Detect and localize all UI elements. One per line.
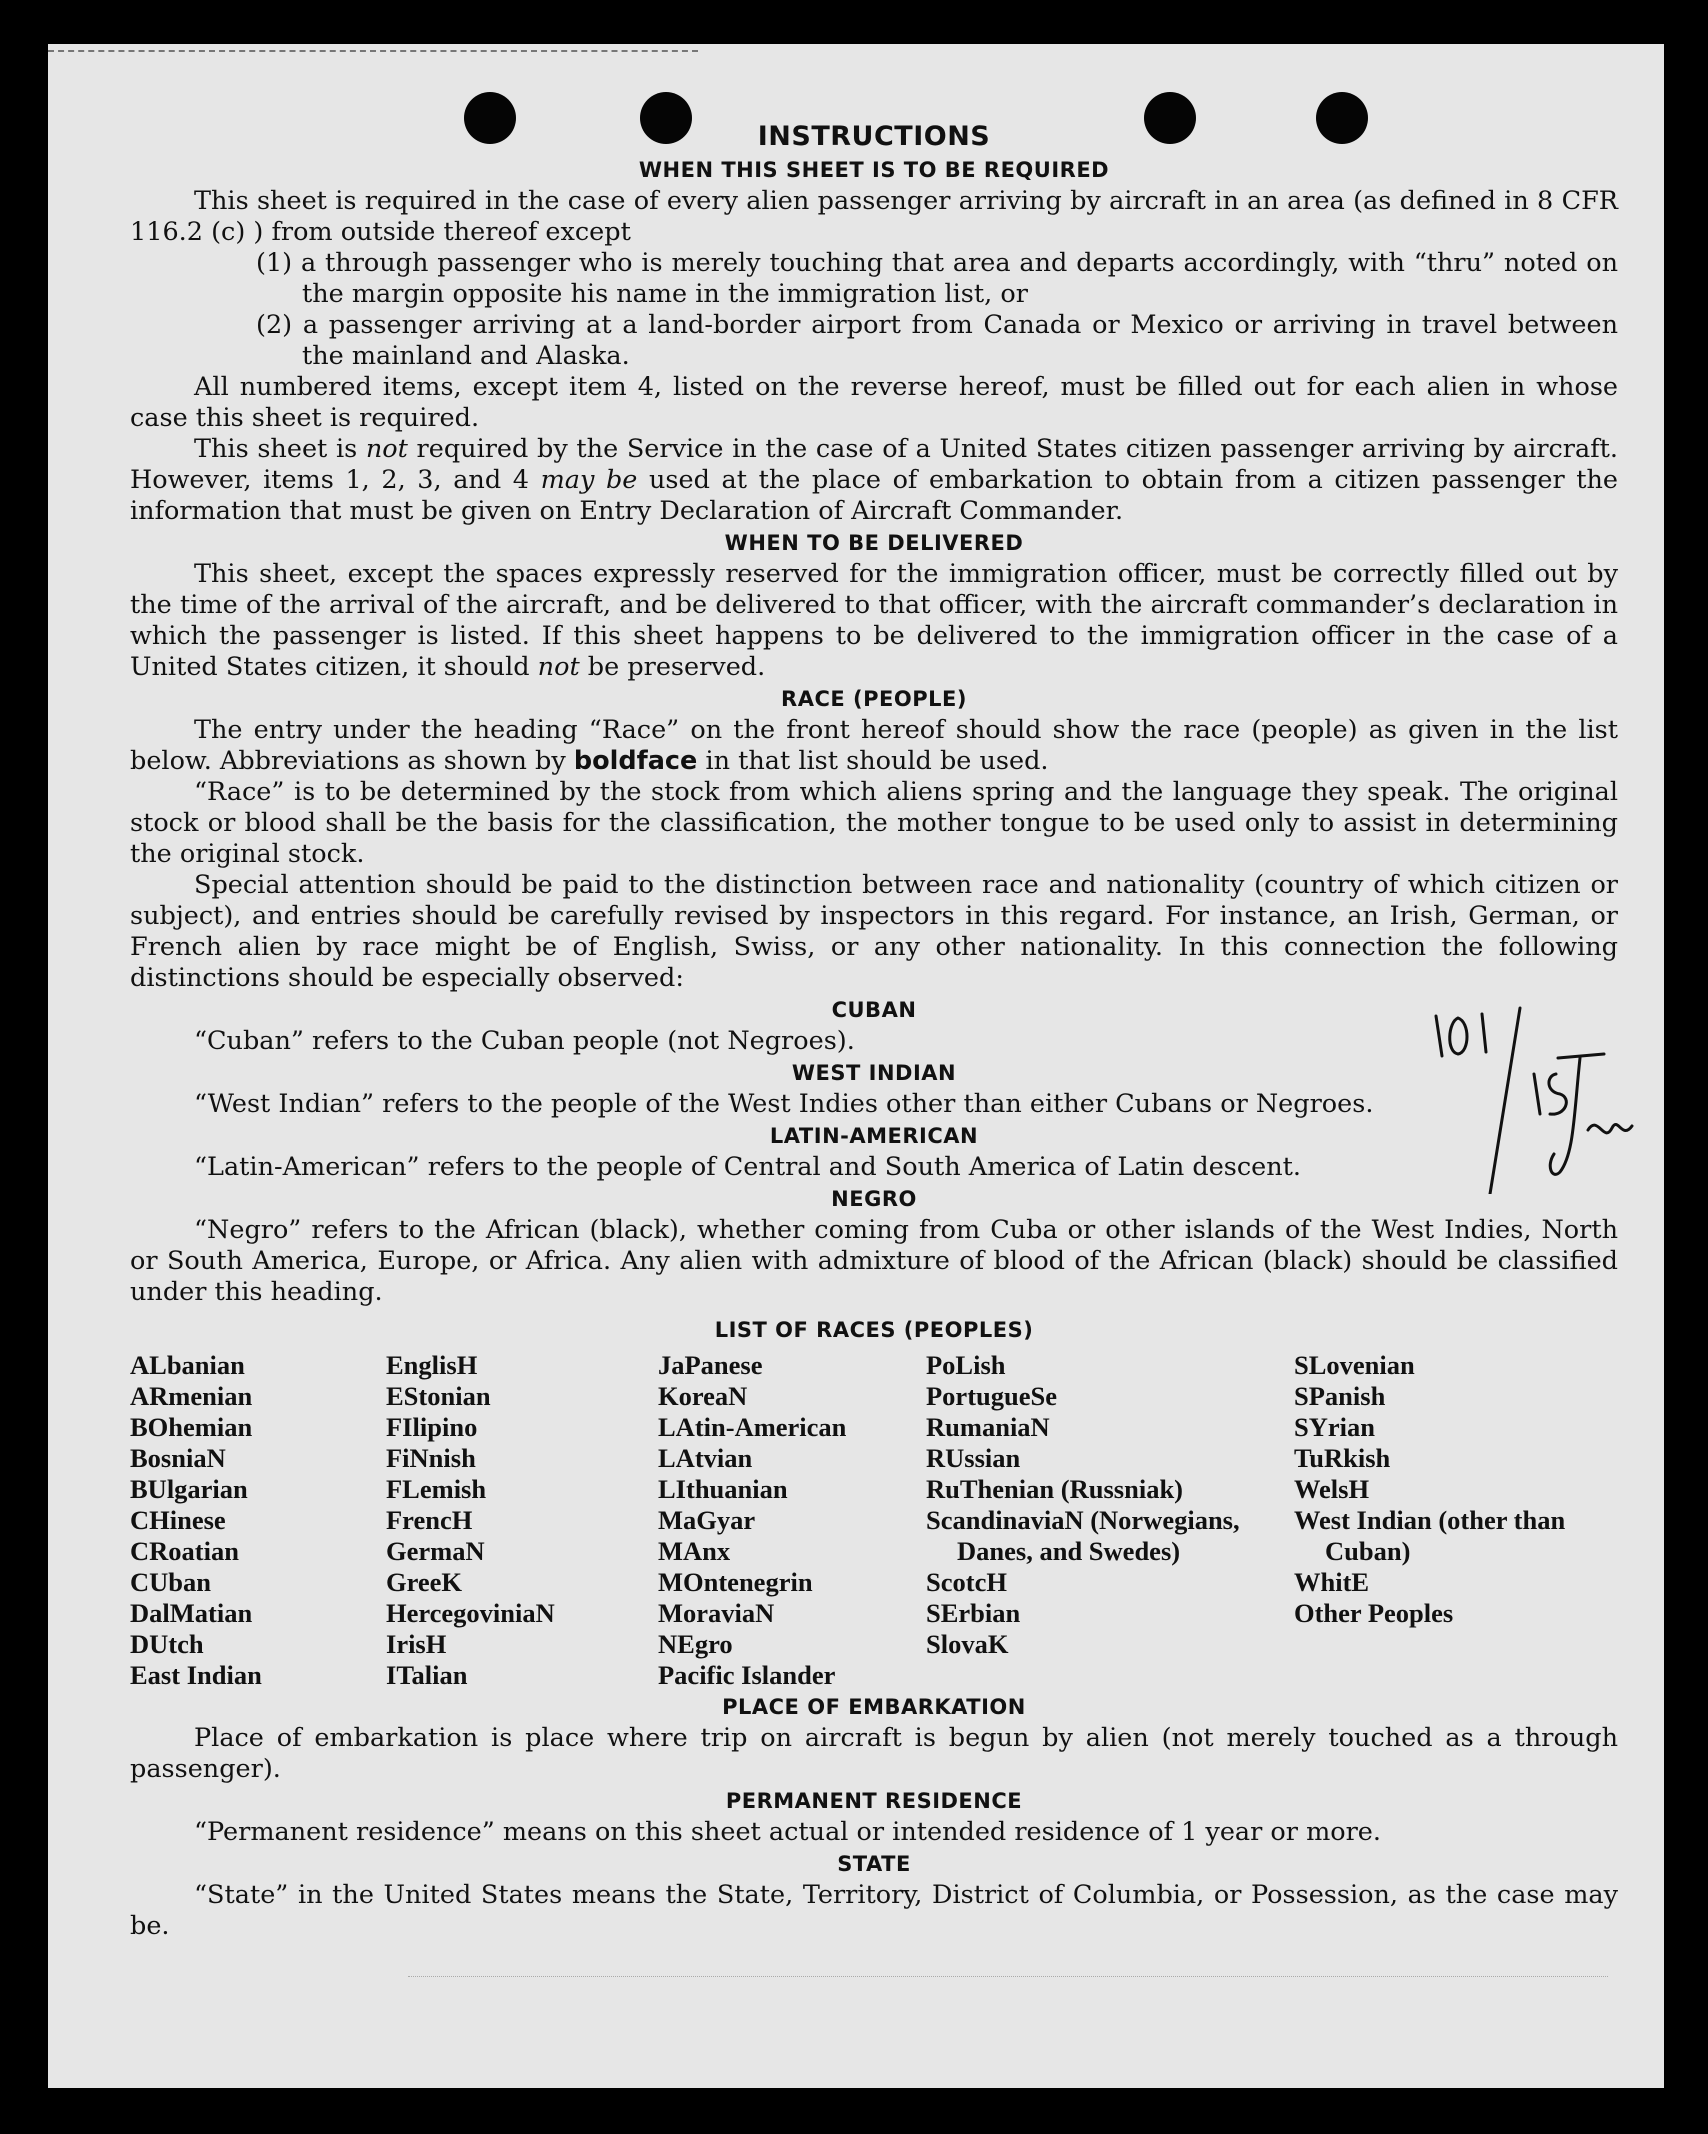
race-entry: DUtch	[130, 1629, 204, 1659]
section-heading: PERMANENT RESIDENCE	[725, 1789, 1023, 1813]
race-entry: BOhemian	[130, 1412, 253, 1442]
race-entry: ScandinaviaN (Norwegians, Danes, and Swedes)	[926, 1505, 1240, 1566]
bleed-through-footer	[408, 1976, 1608, 2037]
race-entry: EnglisH	[386, 1350, 478, 1380]
paragraph: “Negro” refers to the African (black), whether coming from Cuba or other islands of the West Indies, North or South America, Europe, or Africa. Any alien with admixture of blood of the African (black) should be classified under this heading.	[130, 1215, 1618, 1307]
paragraph: “Permanent residence” means on this sheet actual or intended residence of 1 year or more.	[194, 1817, 1381, 1847]
race-entry: PortugueSe	[926, 1381, 1058, 1411]
emphasis: not	[537, 652, 580, 682]
text-run: be preserved.	[579, 652, 766, 682]
race-entry: IrisH	[386, 1629, 447, 1659]
race-entry: RUssian	[926, 1443, 1021, 1473]
race-entry: GreeK	[386, 1567, 463, 1597]
torn-edge	[48, 44, 698, 52]
race-entry: TuRkish	[1294, 1443, 1391, 1473]
text-run: required by the Service in the case of a United States citizen passenger arriving by aircraft. However, items 1, 2, 3, and 4	[130, 434, 1618, 495]
race-entry: SlovaK	[926, 1629, 1009, 1659]
section-heading: NEGRO	[831, 1187, 917, 1211]
handwritten-annotation	[1428, 1004, 1664, 1194]
race-entry: FIlipino	[386, 1412, 478, 1442]
race-column	[1294, 1350, 1618, 1691]
race-entry: SErbian	[926, 1598, 1021, 1628]
paragraph: Special attention should be paid to the distinction between race and nationality (country of which citizen or subject), and entries should be carefully revised by inspectors in this regard. For instance, an Irish, German, or French alien by race might be of English, Swiss, or any other nationality. In this connection the following distinctions should be especially observed:	[130, 870, 1618, 993]
race-entry: BosniaN	[130, 1443, 226, 1473]
race-entry: RuThenian (Russniak)	[926, 1474, 1184, 1504]
race-entry: CUban	[130, 1567, 212, 1597]
race-entry: KoreaN	[658, 1381, 748, 1411]
paragraph: “Cuban” refers to the Cuban people (not Negroes).	[194, 1026, 855, 1056]
race-entry: East Indian	[130, 1660, 262, 1690]
text-run: in that list should be used.	[697, 746, 1049, 776]
race-entry: SLovenian	[1294, 1350, 1415, 1380]
race-entry: Other Peoples	[1294, 1598, 1454, 1628]
race-column	[658, 1350, 926, 1691]
race-entry: WhitE	[1294, 1567, 1370, 1597]
text-run: This sheet, except the spaces expressly reserved for the immigration officer, must be correctly filled out by the time of the arrival of the aircraft, and be delivered to that officer, with the aircraft commander’s declaration in which the passenger is listed. If this sheet happens to be delivered to the immigration officer in the case of a United States citizen, it should	[130, 559, 1618, 682]
race-entry: Pacific Islander	[658, 1660, 836, 1690]
section-heading: WHEN TO BE DELIVERED	[724, 531, 1024, 555]
race-entry: ScotcH	[926, 1567, 1007, 1597]
paragraph: This sheet is required in the case of every alien passenger arriving by aircraft in an area (as defined in 8 CFR 116.2 (c) ) from outside thereof except	[130, 186, 1618, 247]
section-heading: CUBAN	[831, 998, 917, 1022]
race-entry: GermaN	[386, 1536, 485, 1566]
race-entry: LAtvian	[658, 1443, 753, 1473]
race-entry: MoraviaN	[658, 1598, 775, 1628]
text-run: This sheet is	[194, 434, 366, 464]
boldface-term: boldface	[573, 746, 698, 776]
race-entry: CHinese	[130, 1505, 226, 1535]
section-heading: WHEN THIS SHEET IS TO BE REQUIRED	[638, 158, 1110, 182]
race-entry: NEgro	[658, 1629, 733, 1659]
paragraph: “State” in the United States means the State, Territory, District of Columbia, or Possession, as the case may be.	[130, 1880, 1618, 1941]
race-entry: PoLish	[926, 1350, 1006, 1380]
race-column	[386, 1350, 658, 1691]
instructions-body	[130, 120, 1618, 1942]
race-entry: ITalian	[386, 1660, 468, 1690]
race-entry: HercegoviniaN	[386, 1598, 555, 1628]
paragraph	[130, 434, 1618, 527]
paragraph	[130, 715, 1618, 777]
race-entry: EStonian	[386, 1381, 491, 1411]
race-column	[926, 1350, 1294, 1691]
race-column	[130, 1350, 386, 1691]
race-entry: SYrian	[1294, 1412, 1375, 1442]
section-heading: RACE (PEOPLE)	[781, 687, 967, 711]
section-heading: PLACE OF EMBARKATION	[722, 1695, 1026, 1719]
page-title: INSTRUCTIONS	[757, 121, 991, 152]
race-entry: FiNnish	[386, 1443, 476, 1473]
race-list	[130, 1350, 1618, 1691]
race-entry: West Indian (other than Cuban)	[1294, 1505, 1566, 1566]
paragraph: “West Indian” refers to the people of the West Indies other than either Cubans or Negroes.	[194, 1089, 1374, 1119]
race-entry: BUlgarian	[130, 1474, 248, 1504]
race-entry: RumaniaN	[926, 1412, 1050, 1442]
race-entry: LAtin-American	[658, 1412, 847, 1442]
paragraph: “Latin-American” refers to the people of Central and South America of Latin descent.	[194, 1152, 1302, 1182]
section-heading: WEST INDIAN	[791, 1061, 957, 1085]
race-entry: DalMatian	[130, 1598, 253, 1628]
race-entry: MAnx	[658, 1536, 731, 1566]
race-entry: WelsH	[1294, 1474, 1370, 1504]
list-item: (2) a passenger arriving at a land-border airport from Canada or Mexico or arriving in travel between the mainland and Alaska.	[256, 310, 1618, 371]
race-entry: JaPanese	[658, 1350, 763, 1380]
race-entry: ALbanian	[130, 1350, 245, 1380]
section-heading: STATE	[837, 1852, 911, 1876]
race-entry: ARmenian	[130, 1381, 253, 1411]
race-entry: LIthuanian	[658, 1474, 788, 1504]
paragraph: “Race” is to be determined by the stock from which aliens spring and the language they speak. The original stock or blood shall be the basis for the classification, the mother tongue to be used only to assist in determining the original stock.	[130, 777, 1618, 869]
race-entry: CRoatian	[130, 1536, 239, 1566]
race-entry: SPanish	[1294, 1381, 1386, 1411]
emphasis: may be	[540, 465, 638, 495]
list-item: (1) a through passenger who is merely touching that area and departs accordingly, with “thru” noted on the margin opposite his name in the immigration list, or	[256, 248, 1618, 309]
text-run: used at the place of embarkation to obtain from a citizen passenger the information that must be given on Entry Declaration of Aircraft Commander.	[130, 465, 1618, 526]
race-entry: MOntenegrin	[658, 1567, 813, 1597]
race-entry: FLemish	[386, 1474, 487, 1504]
paragraph	[130, 559, 1618, 683]
section-heading: LIST OF RACES (PEOPLES)	[714, 1318, 1034, 1342]
text-run: The entry under the heading “Race” on the front hereof should show the race (people) as given in the list below. Abbreviations as shown by	[130, 715, 1618, 776]
paragraph: All numbered items, except item 4, listed on the reverse hereof, must be filled out for each alien in whose case this sheet is required.	[130, 372, 1618, 433]
emphasis: not	[365, 434, 408, 464]
document-page	[48, 44, 1664, 2088]
paragraph: Place of embarkation is place where trip on aircraft is begun by alien (not merely touched as a through passenger).	[130, 1723, 1618, 1784]
section-heading: LATIN-AMERICAN	[769, 1124, 979, 1148]
race-entry: FrencH	[386, 1505, 473, 1535]
race-entry: MaGyar	[658, 1505, 756, 1535]
